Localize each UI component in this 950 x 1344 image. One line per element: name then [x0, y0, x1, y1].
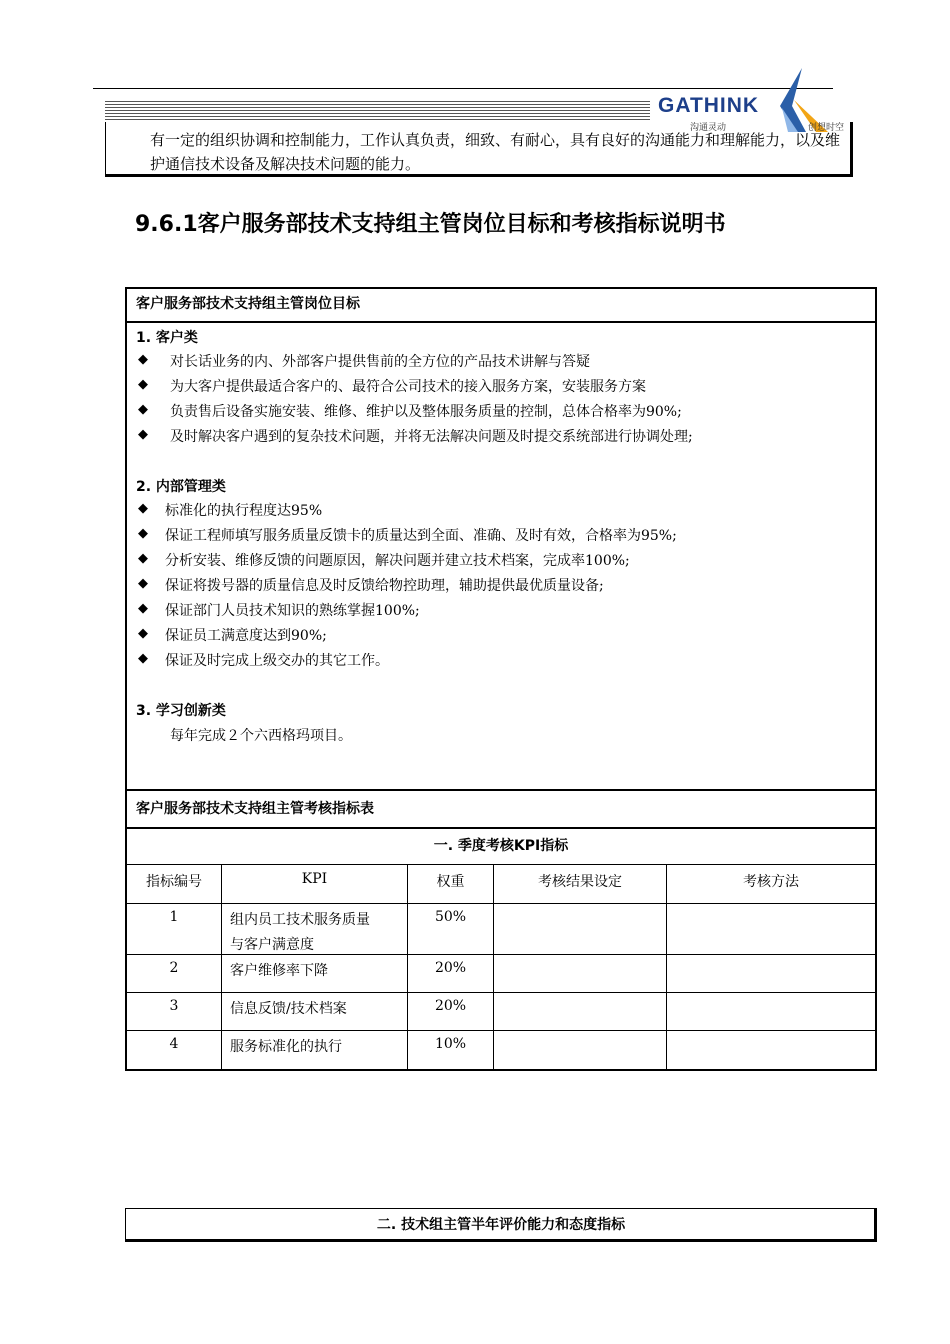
diamond-bullet-icon: ◆ — [138, 651, 148, 666]
col-divider — [221, 864, 222, 1069]
intro-text: 有一定的组织协调和控制能力，工作认真负责，细致、有耐心，具有良好的沟通能力和理解能力，以及维护通信技术设备及解决技术问题的能力。 — [150, 131, 841, 173]
kpi-subheading: 一. 季度考核KPI指标 — [433, 838, 569, 854]
kpi-id-cell: 4 — [169, 1036, 179, 1052]
intro-box — [105, 122, 853, 177]
logo-text: GATHINK — [658, 94, 760, 117]
kpi-name-cell: 信息反馈/技术档案 — [230, 1001, 347, 1017]
col-divider — [666, 864, 667, 1069]
objective-item: 负责售后设备实施安装、维修、维护以及整体服务质量的控制，总体合格率为90%; — [170, 404, 682, 420]
row-divider — [127, 1030, 875, 1031]
diamond-bullet-icon: ◆ — [138, 576, 148, 591]
diamond-bullet-icon: ◆ — [138, 601, 148, 616]
logo-slogan-right: 创想时空 — [808, 123, 845, 133]
diamond-bullet-icon: ◆ — [138, 526, 148, 541]
diamond-bullet-icon: ◆ — [138, 626, 148, 641]
kpi-name-cell: 与客户满意度 — [230, 937, 314, 953]
row-divider — [127, 903, 875, 904]
kpi-id-cell: 3 — [169, 998, 179, 1014]
objective-item: 为大客户提供最适合客户的、最符合公司技术的接入服务方案，安装服务方案 — [170, 379, 646, 395]
column-header: 指标编号 — [146, 874, 202, 890]
group-title: 2. 内部管理类 — [136, 479, 226, 495]
objective-item: 对长话业务的内、外部客户提供售前的全方位的产品技术讲解与答疑 — [170, 354, 590, 370]
objective-item: 分析安装、维修反馈的问题原因，解决问题并建立技术档案，完成率100%; — [165, 553, 630, 569]
column-header: 考核结果设定 — [538, 874, 622, 890]
diamond-bullet-icon: ◆ — [138, 352, 148, 367]
objective-item: 保证部门人员技术知识的熟练掌握100%; — [165, 603, 420, 619]
column-header: 权重 — [436, 874, 465, 890]
objectives-heading: 客户服务部技术支持组主管岗位目标 — [136, 296, 360, 312]
row-divider — [127, 992, 875, 993]
logo-slogan-left: 沟通灵动 — [690, 123, 727, 133]
row-divider — [127, 827, 875, 829]
objective-item: 标准化的执行程度达95% — [165, 503, 323, 519]
section-title: 9.6.1客户服务部技术支持组主管岗位目标和考核指标说明书 — [135, 212, 726, 237]
kpi-id-cell: 1 — [169, 909, 179, 925]
row-divider — [127, 864, 875, 865]
row-divider — [127, 321, 875, 323]
kpi-weight-cell: 20% — [434, 998, 467, 1014]
kpi-weight-cell: 20% — [434, 960, 467, 976]
objective-item: 保证工程师填写服务质量反馈卡的质量达到全面、准确、及时有效，合格率为95%; — [165, 528, 677, 544]
column-header: 考核方法 — [743, 874, 799, 890]
diamond-bullet-icon: ◆ — [138, 501, 148, 516]
objective-item: 及时解决客户遇到的复杂技术问题，并将无法解决问题及时提交系统部进行协调处理; — [170, 429, 693, 445]
objective-item: 保证将拨号器的质量信息及时反馈给物控助理，辅助提供最优质量设备; — [165, 578, 604, 594]
column-header: KPI — [301, 871, 328, 887]
kpi-weight-cell: 10% — [434, 1036, 467, 1052]
kpi-weight-cell: 50% — [434, 909, 467, 925]
kpi-id-cell: 2 — [169, 960, 179, 976]
objective-item: 保证员工满意度达到90%; — [165, 628, 327, 644]
kpi-name-cell: 服务标准化的执行 — [230, 1039, 342, 1055]
group-title: 3. 学习创新类 — [136, 703, 226, 719]
diamond-bullet-icon: ◆ — [138, 402, 148, 417]
kpi-name-cell: 组内员工技术服务质量 — [230, 912, 370, 928]
objective-item: 每年完成２个六西格玛项目。 — [170, 728, 352, 744]
next-section-title: 二. 技术组主管半年评价能力和态度指标 — [376, 1217, 626, 1233]
objective-item: 保证及时完成上级交办的其它工作。 — [165, 653, 389, 669]
diamond-bullet-icon: ◆ — [138, 427, 148, 442]
row-divider — [127, 954, 875, 955]
col-divider — [493, 864, 494, 1069]
diamond-bullet-icon: ◆ — [138, 551, 148, 566]
kpi-heading: 客户服务部技术支持组主管考核指标表 — [136, 801, 374, 817]
diamond-bullet-icon: ◆ — [138, 377, 148, 392]
group-title: 1. 客户类 — [136, 330, 198, 346]
kpi-name-cell: 客户维修率下降 — [230, 963, 328, 979]
row-divider — [127, 789, 875, 791]
header-stripes — [105, 101, 650, 121]
